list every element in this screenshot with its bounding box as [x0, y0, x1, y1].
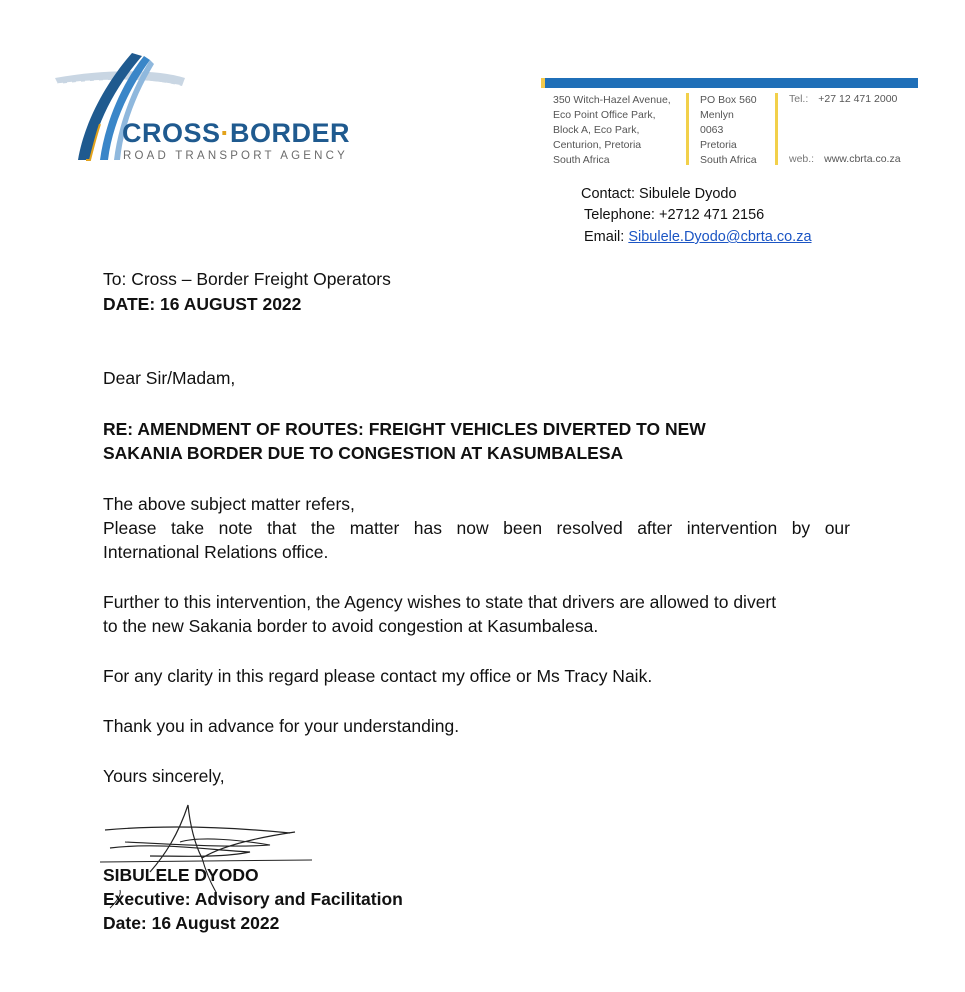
postal-line: PO Box 560 — [700, 94, 757, 106]
paragraph-line: International Relations office. — [103, 542, 329, 562]
recipient-line: To: Cross – Border Freight Operators — [103, 269, 391, 289]
logo-wordmark: CROSS·BORDER — [122, 118, 351, 148]
contact-email — [584, 229, 812, 245]
tel-value: +27 12 471 2000 — [818, 93, 898, 105]
contact-name: Contact: Sibulele Dyodo — [581, 186, 737, 202]
email-link[interactable]: Sibulele.Dyodo@cbrta.co.za — [628, 229, 812, 245]
closing: Yours sincerely, — [103, 766, 225, 786]
logo-subtitle: ROAD TRANSPORT AGENCY — [123, 150, 349, 162]
address-line: Centurion, Pretoria — [553, 139, 642, 151]
postal-line: Pretoria — [700, 139, 737, 151]
web-label: web.: — [789, 153, 815, 165]
subject-line: SAKANIA BORDER DUE TO CONGESTION AT KASUMBALESA — [103, 443, 624, 463]
paragraph: Thank you in advance for your understanding. — [103, 716, 460, 736]
paragraph-line: to the new Sakania border to avoid congestion at Kasumbalesa. — [103, 616, 599, 636]
letterhead-bar — [541, 78, 918, 88]
letterhead-website — [789, 153, 901, 165]
signatory-title: Executive: Advisory and Facilitation — [103, 889, 403, 909]
paragraph-line: Further to this intervention, the Agency wishes to state that drivers are allowed to divert — [103, 592, 777, 612]
address-line: Block A, Eco Park, — [553, 124, 640, 136]
address-line: South Africa — [553, 154, 610, 166]
paragraph-line: The above subject matter refers, — [103, 494, 355, 514]
address-line: Eco Point Office Park, — [553, 109, 656, 121]
letterhead-separator — [775, 93, 778, 165]
paragraph: For any clarity in this regard please contact my office or Ms Tracy Naik. — [103, 666, 653, 686]
street-address — [553, 93, 671, 168]
letterhead-separator — [686, 93, 689, 165]
postal-line: Menlyn — [700, 109, 734, 121]
letterhead-telephone — [789, 93, 897, 105]
signature-date: Date: 16 August 2022 — [103, 913, 280, 933]
address-line: 350 Witch-Hazel Avenue, — [553, 94, 671, 106]
contact-telephone: Telephone: +2712 471 2156 — [584, 207, 765, 223]
web-value[interactable]: www.cbrta.co.za — [824, 153, 901, 165]
signatory-name: SIBULELE DYODO — [103, 865, 259, 885]
paragraph-line: Please take note that the matter has now been resolved after intervention by our — [103, 518, 850, 538]
postal-line: 0063 — [700, 124, 724, 136]
salutation: Dear Sir/Madam, — [103, 368, 236, 388]
email-label: Email: — [584, 229, 629, 245]
postal-address — [700, 93, 757, 168]
tel-label: Tel.: — [789, 93, 809, 105]
letter-date: DATE: 16 AUGUST 2022 — [103, 294, 302, 314]
postal-line: South Africa — [700, 154, 757, 166]
subject-line: RE: AMENDMENT OF ROUTES: FREIGHT VEHICLES DIVERTED TO NEW — [103, 419, 706, 439]
